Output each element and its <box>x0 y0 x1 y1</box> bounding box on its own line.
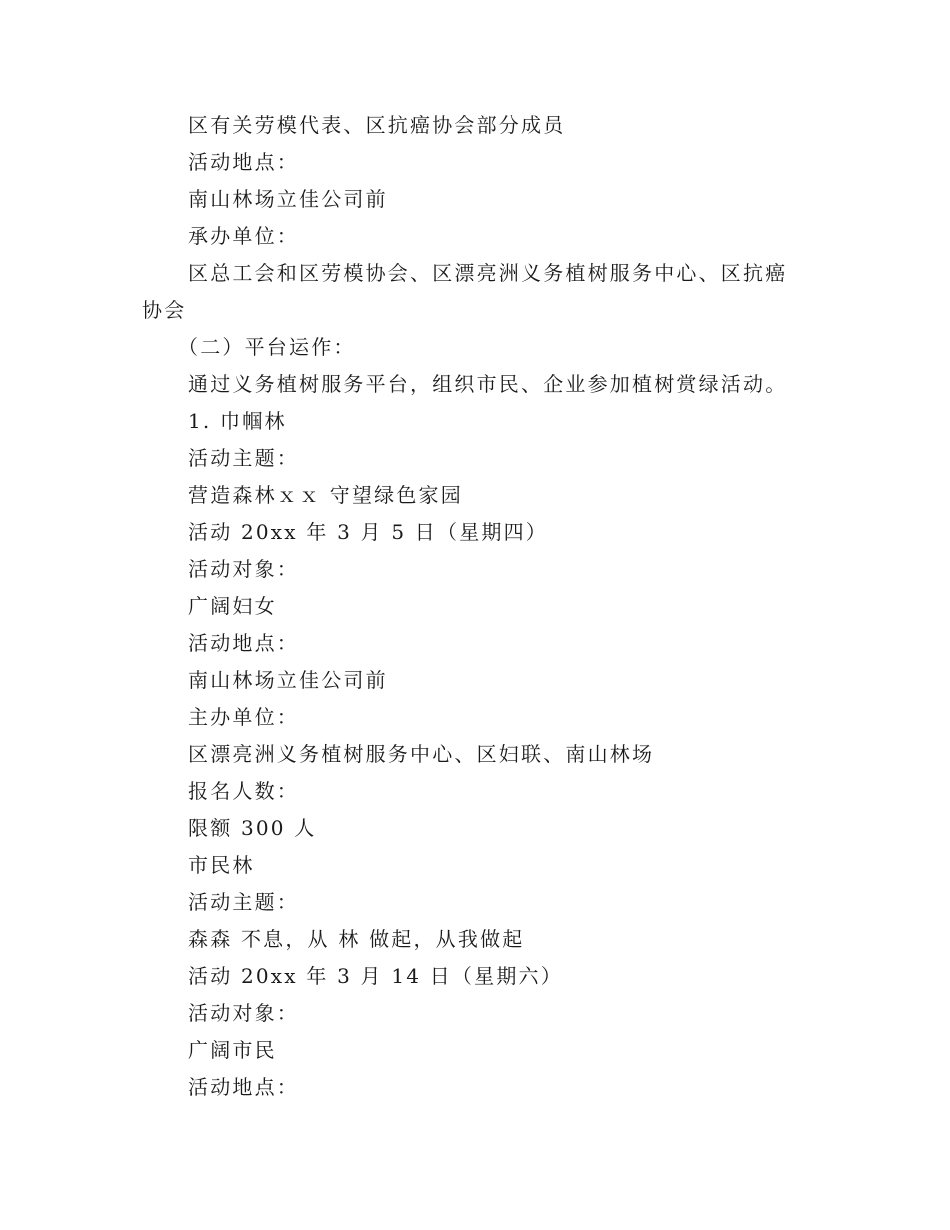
document-body <box>142 107 802 1106</box>
text-line: 主办单位： <box>188 705 299 729</box>
text-line: 活动主题： <box>188 446 299 470</box>
text-line: 报名人数： <box>188 779 299 803</box>
text-line: 限额 300 人 <box>188 816 317 840</box>
section-heading: （二）平台运作： <box>178 335 356 359</box>
text-line: 活动 20xx 年 3 月 5 日（星期四） <box>188 520 549 544</box>
text-line: 区有关劳模代表、区抗癌协会部分成员 <box>188 113 566 137</box>
text-line: 南山林场立佳公司前 <box>188 187 388 211</box>
text-line: 活动对象： <box>188 1001 299 1025</box>
text-line: 活动地点： <box>188 150 299 174</box>
text-line: 营造森林ｘｘ 守望绿色家园 <box>188 483 463 507</box>
text-line: 南山林场立佳公司前 <box>188 668 388 692</box>
text-line: 活动对象： <box>188 557 299 581</box>
text-line: 活动地点： <box>188 1075 299 1099</box>
text-line: 活动主题： <box>188 890 299 914</box>
text-line: 承办单位： <box>188 224 299 248</box>
text-line: 广阔市民 <box>188 1038 277 1062</box>
text-line: 区总工会和区劳模协会、区漂亮洲义务植树服务中心、区抗癌协会 <box>142 261 788 322</box>
subsection-heading: 市民林 <box>188 853 255 877</box>
text-line: 通过义务植树服务平台，组织市民、企业参加植树赏绿活动。 <box>188 372 788 396</box>
text-line: 森森 不息，从 林 做起，从我做起 <box>188 927 525 951</box>
text-line: 区漂亮洲义务植树服务中心、区妇联、南山林场 <box>188 742 655 766</box>
text-line: 广阔妇女 <box>188 594 277 618</box>
text-line: 活动 20xx 年 3 月 14 日（星期六） <box>188 964 563 988</box>
subsection-heading: 1. 巾帼林 <box>188 409 287 433</box>
text-line: 活动地点： <box>188 631 299 655</box>
